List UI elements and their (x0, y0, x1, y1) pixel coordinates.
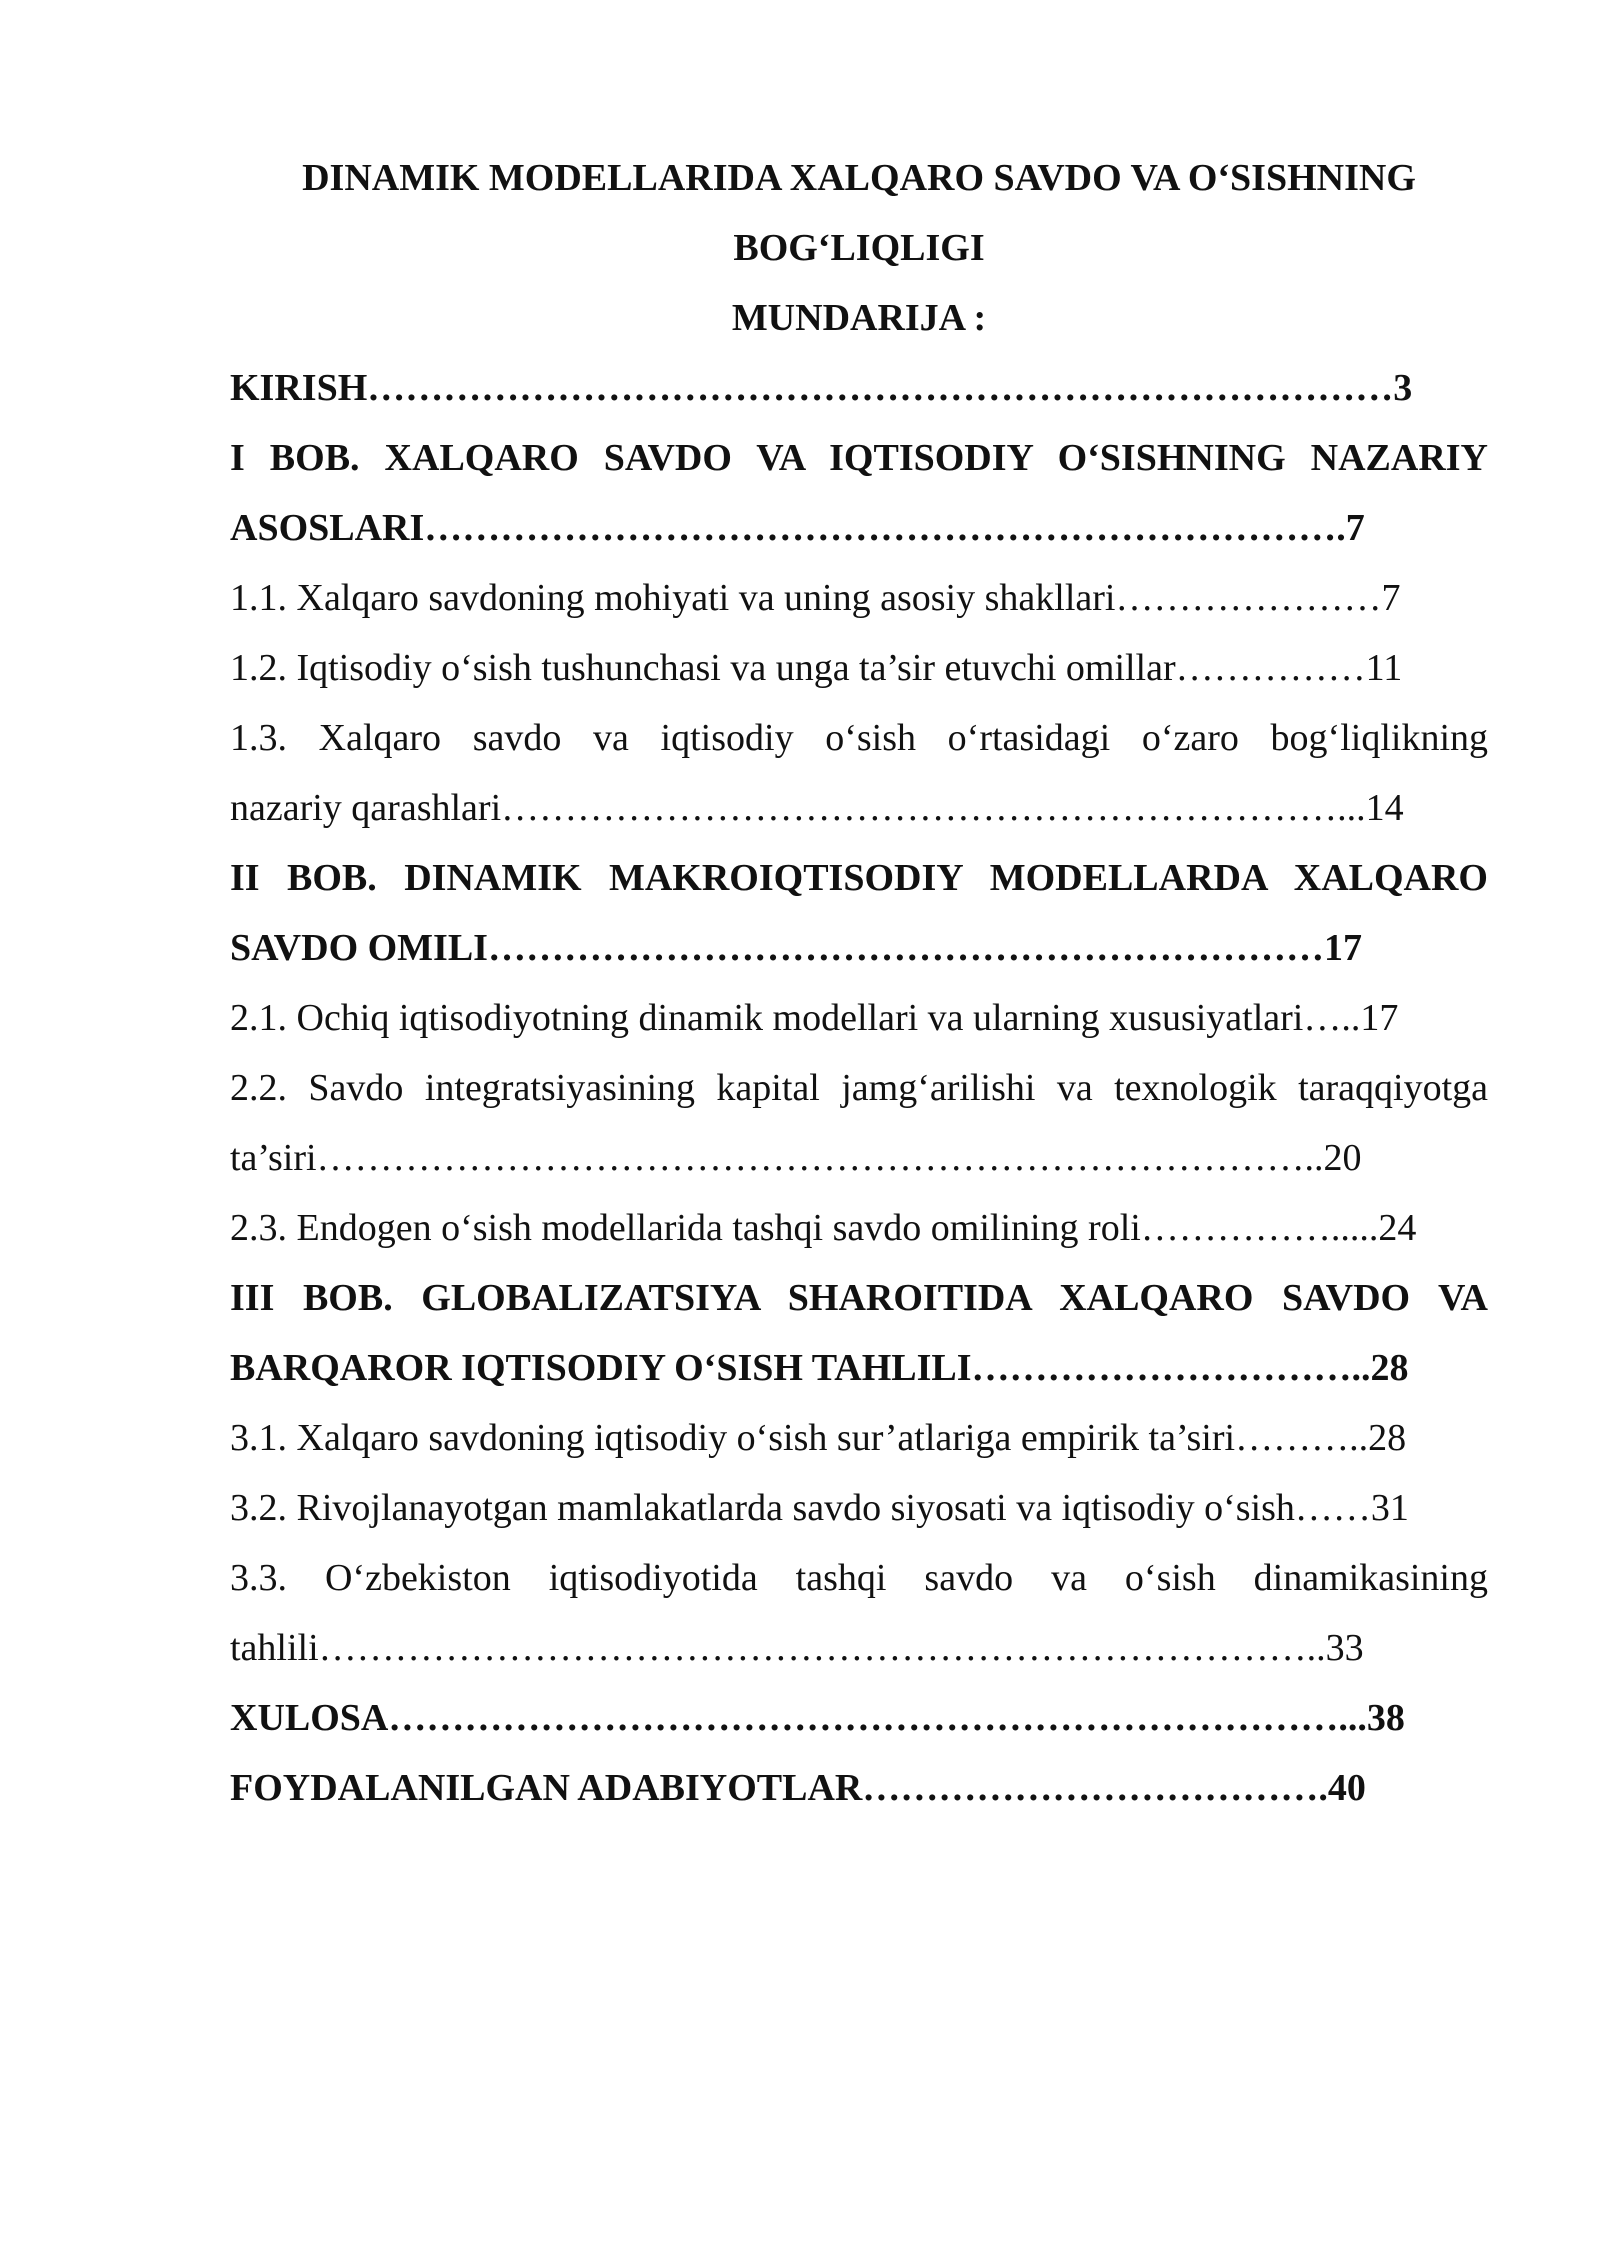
document-page (230, 143, 1488, 1823)
document-title-line-1: DINAMIK MODELLARIDA XALQARO SAVDO VA O‘SISHNING (302, 157, 1416, 199)
toc-section-1-2: 1.2. Iqtisodiy o‘sish tushunchasi va unga ta’sir etuvchi omillar……………11 (230, 647, 1403, 689)
toc-chapter-3-title-continued: BARQAROR IQTISODIY O‘SISH TAHLILI…………………………..28 (230, 1347, 1409, 1389)
toc-chapter-1-title-continued: ASOSLARI……………………………………………………………….7 (230, 507, 1365, 549)
toc-chapter-2-title-continued: SAVDO OMILI…………………………………………………………17 (230, 927, 1362, 969)
toc-section-3-1: 3.1. Xalqaro savdoning iqtisodiy o‘sish sur’atlariga empirik ta’siri………..28 (230, 1417, 1407, 1459)
toc-entry-xulosa: XULOSA…………………………………………………………………...38 (230, 1697, 1405, 1739)
toc-entry-adabiyotlar: FOYDALANILGAN ADABIYOTLAR……………………………….40 (230, 1767, 1366, 1809)
toc-section-2-2: 2.2. Savdo integratsiyasining kapital jamg‘arilishi va texnologik taraqqiyotga (230, 1067, 1488, 1109)
toc-chapter-3-title: III BOB. GLOBALIZATSIYA SHAROITIDA XALQARO SAVDO VA (230, 1277, 1488, 1319)
toc-section-2-2-continued: ta’siri……………………………………………………………………..20 (230, 1137, 1362, 1179)
toc-section-3-3-continued: tahlili……………………………………………………………………..33 (230, 1627, 1364, 1669)
table-of-contents (230, 353, 1488, 1823)
contents-heading: MUNDARIJA : (731, 297, 987, 339)
document-title-line-2: BOG‘LIQLIGI (733, 227, 985, 269)
toc-section-1-3-continued: nazariy qarashlari…………………………………………………………...14 (230, 787, 1404, 829)
toc-section-3-3: 3.3. O‘zbekiston iqtisodiyotida tashqi savdo va o‘sish dinamikasining (230, 1557, 1488, 1599)
toc-entry-kirish: KIRISH………………………………………………………………………3 (230, 367, 1413, 409)
toc-section-1-3: 1.3. Xalqaro savdo va iqtisodiy o‘sish o‘rtasidagi o‘zaro bog‘liqlikning (230, 717, 1488, 759)
toc-section-2-3: 2.3. Endogen o‘sish modellarida tashqi savdo omilining roli…………….....24 (230, 1207, 1417, 1249)
toc-section-1-1: 1.1. Xalqaro savdoning mohiyati va uning asosiy shakllari…………………7 (230, 577, 1401, 619)
toc-section-3-2: 3.2. Rivojlanayotgan mamlakatlarda savdo siyosati va iqtisodiy o‘sish……31 (230, 1487, 1409, 1529)
toc-section-2-1: 2.1. Ochiq iqtisodiyotning dinamik modellari va ularning xususiyatlari…..17 (230, 997, 1399, 1039)
toc-chapter-2-title: II BOB. DINAMIK MAKROIQTISODIY MODELLARDA XALQARO (230, 857, 1488, 899)
toc-chapter-1-title: I BOB. XALQARO SAVDO VA IQTISODIY O‘SISHNING NAZARIY (230, 437, 1488, 479)
